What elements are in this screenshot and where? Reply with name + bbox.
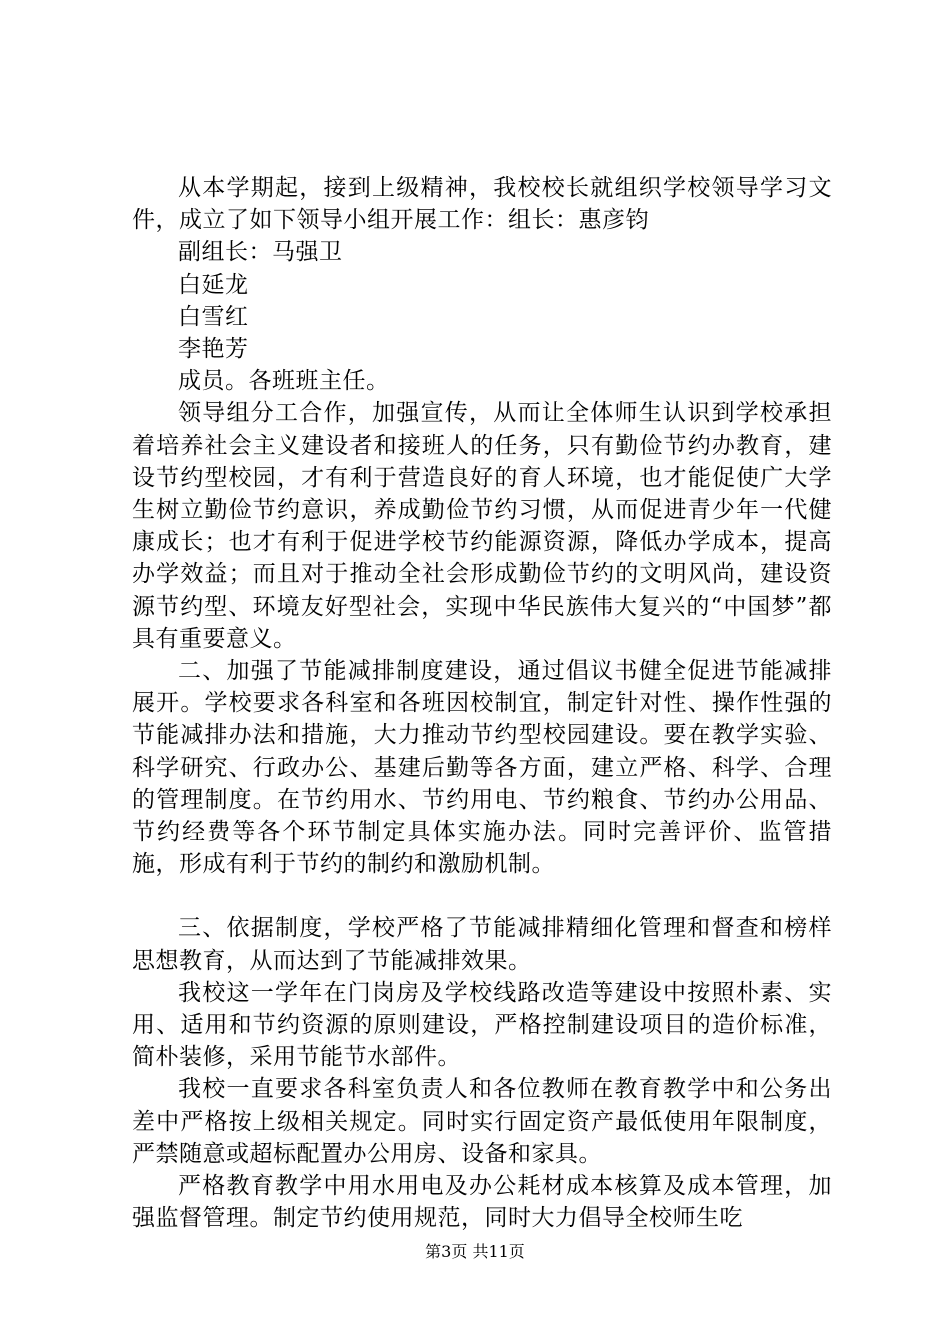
paragraph-division-of-work: 领导组分工合作，加强宣传，从而让全体师生认识到学校承担着培养社会主义建设者和接班人的任务，只有勤俭节约办教育，建设节约型校园，才有利于营造良好的育人环境，也才能促使广大学生树立勤俭节约意识，养成勤俭节约习惯，从而促进青少年一代健康成长；也才有利于促进学校节约能源资源，降低办学成本，提高办学效益；而且对于推动全社会形成勤俭节约的文明风尚，建设资源节约型、环境友好型社会，实现中华民族伟大复兴的“中国梦”都具有重要意义。 (132, 400, 832, 652)
paragraph-cost-control: 严格教育教学中用水用电及办公耗材成本核算及成本管理，加强监督管理。制定节约使用规范，同时大力倡导全校师生吃 (132, 1173, 832, 1232)
paragraph-construction: 我校这一学年在门岗房及学校线路改造等建设中按照朴素、实用、适用和节约资源的原则建设，严格控制建设项目的造价标准，简朴装修，采用节能节水部件。 (132, 979, 832, 1071)
paragraph-member-name: 白延龙 (178, 271, 249, 298)
paragraph-members: 成员。各班班主任。 (178, 368, 390, 395)
paragraph-spacer (132, 880, 832, 912)
paragraph-member-name: 李艳芳 (178, 336, 249, 363)
paragraph-leadership-intro: 从本学期起，接到上级精神，我校校长就组织学校领导学习文件，成立了如下领导小组开展工作：组长：惠彦钧 (132, 175, 832, 234)
paragraph-business-travel: 我校一直要求各科室负责人和各位教师在教育教学中和公务出差中严格按上级相关规定。同时实行固定资产最低使用年限制度，严禁随意或超标配置办公用房、设备和家具。 (132, 1076, 832, 1167)
page-footer: 第3页 共11页 (425, 1242, 525, 1261)
paragraph-member-name: 白雪红 (178, 303, 249, 330)
paragraph-section-two: 二、加强了节能减排制度建设，通过倡议书健全促进节能减排展开。学校要求各科室和各班因校制宜，制定针对性、操作性强的节能减排办法和措施，大力推动节约型校园建设。要在教学实验、科学研究、行政办公、基建后勤等各方面，建立严格、科学、合理的管理制度。在节约用水、节约用电、节约粮食、节约办公用品、节约经费等各个环节制定具体实施办法。同时完善评价、监管措施，形成有利于节约的制约和激励机制。 (132, 658, 832, 878)
paragraph-deputy-leader: 副组长：马强卫 (178, 239, 343, 266)
paragraph-section-three: 三、依据制度，学校严格了节能减排精细化管理和督查和榜样思想教育，从而达到了节能减排效果。 (132, 915, 832, 974)
document-body (132, 172, 832, 1235)
